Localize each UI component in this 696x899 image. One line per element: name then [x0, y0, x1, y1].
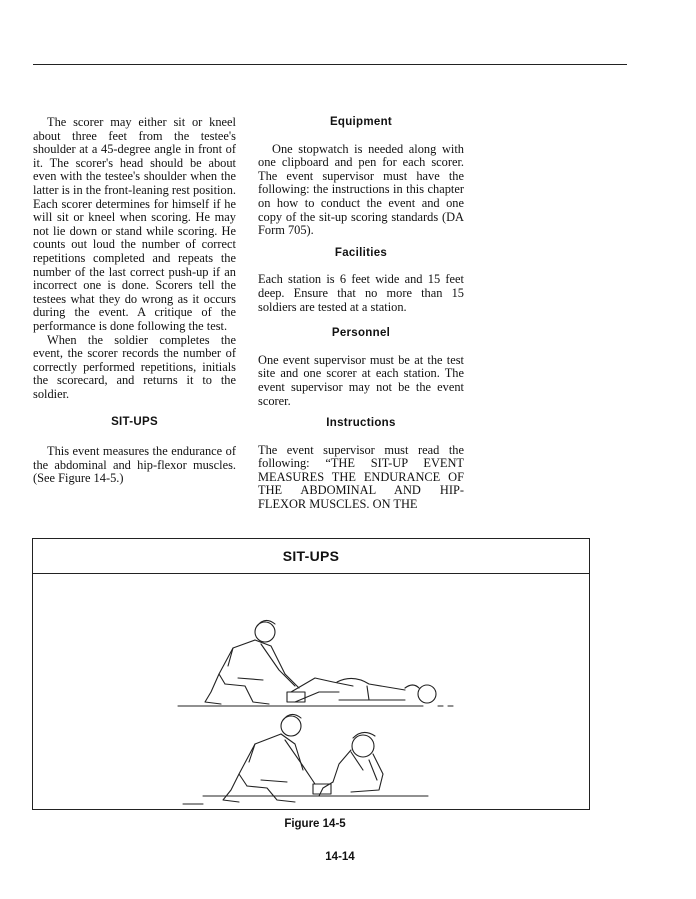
instructions-heading: Instructions	[326, 417, 396, 430]
left-column	[33, 116, 236, 486]
facilities-heading: Facilities	[334, 246, 388, 259]
equipment-paragraph: One stopwatch is needed along with one clipboard and pen for each scorer. The event supervisor must have the following: the instructions in this chapter on how to conduct the event and one copy of the sit-up scoring standards (DA Form 705).	[258, 141, 464, 238]
personnel-paragraph: One event supervisor must be at the test site and one scorer at each station. The event supervisor may not be the event scorer.	[258, 352, 464, 408]
scorer-records-paragraph: When the soldier completes the event, the scorer records the number of correctly performed repetitions, initials the scorecard, and returns it to the soldier.	[33, 332, 236, 401]
facilities-paragraph: Each station is 6 feet wide and 15 feet deep. Ensure that no more than 15 soldiers are tested at a station.	[258, 272, 464, 314]
page-number: 14-14	[325, 851, 355, 863]
figure-caption: Figure 14-5	[284, 818, 346, 830]
right-column	[258, 116, 464, 512]
situps-intro-paragraph: This event measures the endurance of the abdominal and hip-flexor muscles. (See Figure 14-5.)	[33, 444, 236, 486]
instructions-paragraph: The event supervisor must read the following: “THE SIT-UP EVENT MEASURES THE ENDURANCE OF THE ABDOMINAL AND HIP-FLEXOR MUSCLES. ON THE	[258, 442, 464, 512]
figure-box	[32, 538, 590, 810]
personnel-heading: Personnel	[331, 327, 391, 340]
equipment-heading: Equipment	[329, 116, 393, 128]
header-rule	[33, 64, 627, 65]
situps-heading: SIT-UPS	[111, 416, 158, 429]
bottom-scene-illustration	[183, 714, 428, 804]
figure-title: SIT-UPS	[33, 539, 589, 574]
top-scene-illustration	[178, 620, 453, 706]
scorer-position-paragraph: The scorer may either sit or kneel about three feet from the testee's shoulder at a 45-degree angle in front of it. The scorer's head should be about even with the testee's shoulder when the latter is in the front-leaning rest position. Each scorer determines for himself if he will sit or kneel when scoring. He may not lie down or stand while scoring. He counts out loud the number of correct repetitions completed and repeats the number of the last correct push-up if an incorrect one is done. Scorers tell the testees what they do wrong as it occurs during the event. A critique of the performance is done following the test.	[33, 115, 236, 333]
situp-illustration	[33, 574, 588, 809]
